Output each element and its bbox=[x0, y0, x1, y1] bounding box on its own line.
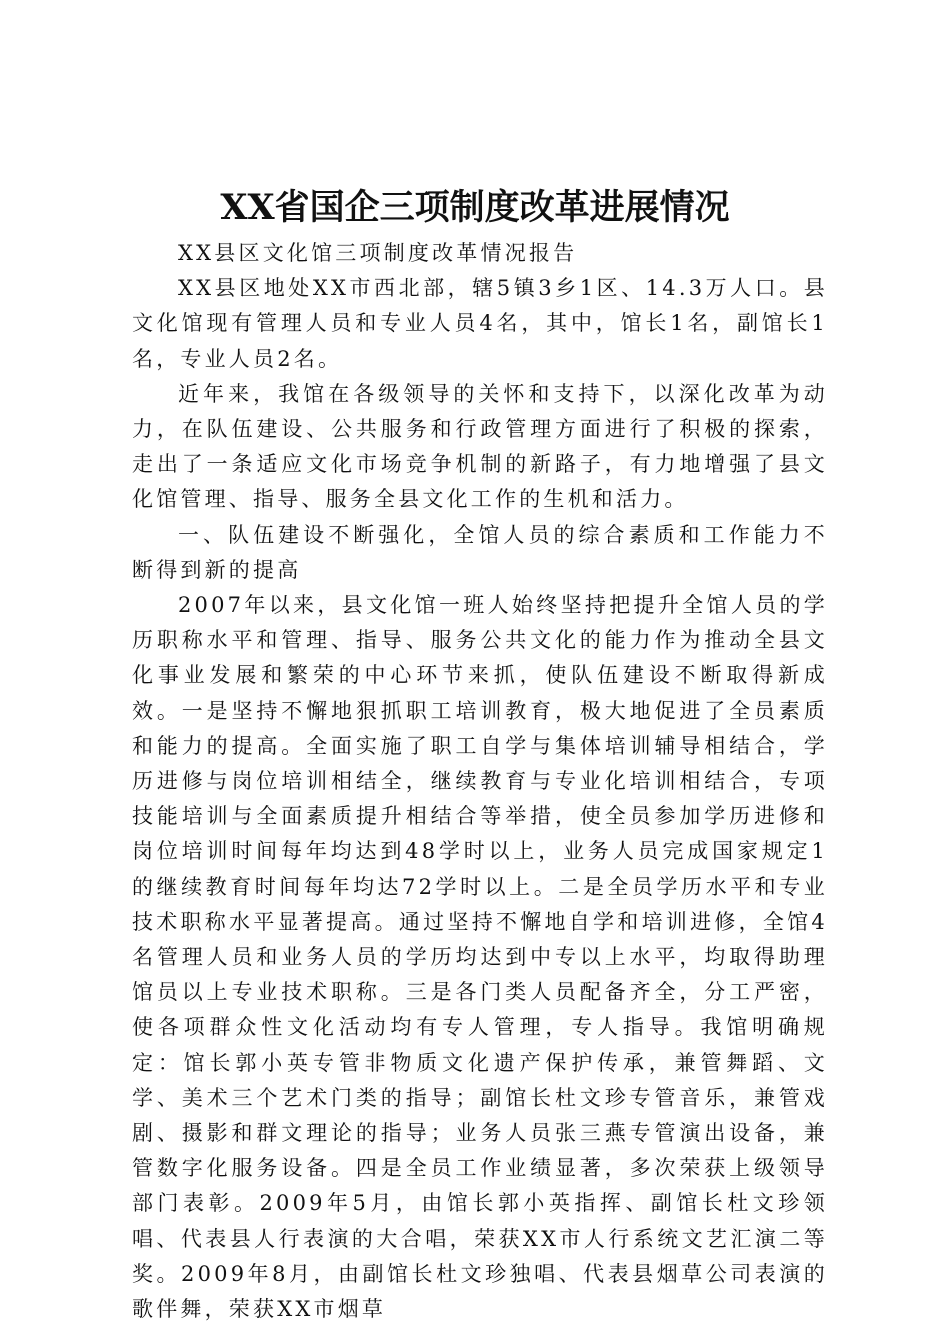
paragraph: 2007年以来，县文化馆一班人始终坚持把提升全馆人员的学历职称水平和管理、指导、服务公共文化的能力作为推动全县文化事业发展和繁荣的中心环节来抓，使队伍建设不断取得新成效。一是坚持不懈地狠抓职工培训教育，极大地促进了全员素质和能力的提高。全面实施了职工自学与集体培训辅导相结合，学历进修与岗位培训相结全，继续教育与专业化培训相结合，专项技能培训与全面素质提升相结合等举措，使全员参加学历进修和岗位培训时间每年均达到48学时以上，业务人员完成国家规定1的继续教育时间每年均达72学时以上。二是全员学历水平和专业技术职称水平显著提高。通过坚持不懈地自学和培训进修，全馆4名管理人员和业务人员的学历均达到中专以上水平，均取得助理馆员以上专业技术职称。三是各门类人员配备齐全，分工严密，使各项群众性文化活动均有专人管理，专人指导。我馆明确规定：馆长郭小英专管非物质文化遗产保护传承，兼管舞蹈、文学、美术三个艺术门类的指导；副馆长杜文珍专管音乐，兼管戏剧、摄影和群文理论的指导；业务人员张三燕专管演出设备，兼管数字化服务设备。四是全员工作业绩显著，多次荣获上级领导部门表彰。2009年5月，由馆长郭小英指挥、副馆长杜文珍领唱、代表县人行表演的大合唱，荣获XX市人行系统文艺汇演二等奖。2009年8月，由副馆长杜文珍独唱、代表县烟草公司表演的歌伴舞，荣获XX市烟草 bbox=[132, 593, 828, 1322]
section-heading: 一、队伍建设不断强化，全馆人员的综合素质和工作能力不断得到新的提高 bbox=[132, 522, 828, 582]
paragraph: 近年来，我馆在各级领导的关怀和支持下，以深化改革为动力，在队伍建设、公共服务和行政管理方面进行了积极的探索，走出了一条适应文化市场竞争机制的新路子，有力地增强了县文化馆管理、指导、服务全县文化工作的生机和活力。 bbox=[132, 381, 828, 512]
document-title: XX省国企三项制度改革进展情况 bbox=[220, 187, 730, 228]
document-body bbox=[132, 236, 828, 1327]
paragraph: XX县区地处XX市西北部，辖5镇3乡1区、14.3万人口。县文化馆现有管理人员和专业人员4名，其中，馆长1名，副馆长1名，专业人员2名。 bbox=[132, 276, 828, 371]
report-subtitle: XX县区文化馆三项制度改革情况报告 bbox=[178, 241, 578, 265]
